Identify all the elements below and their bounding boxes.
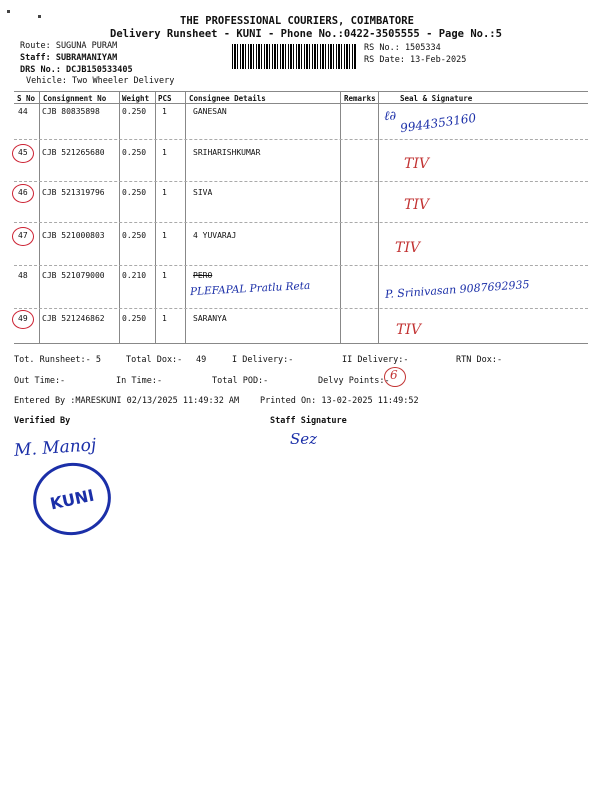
row-pcs: 1: [162, 188, 167, 197]
row-sno: 47: [18, 231, 28, 240]
total-dox-label: Total Dox:-: [126, 355, 183, 365]
stamp-text: KUNI: [48, 485, 96, 513]
verified-by-label: Verified By: [14, 416, 71, 426]
row-consignee: SARANYA: [193, 314, 227, 323]
row-weight: 0.210: [122, 271, 147, 280]
scan-dot: [38, 15, 41, 18]
row-weight: 0.250: [122, 314, 147, 323]
row-separator: [14, 139, 588, 140]
col-header-consignee: Consignee Details: [189, 94, 266, 103]
col-header-weight: Weight: [122, 94, 150, 103]
route: Route: SUGUNA PURAM: [20, 41, 118, 51]
row-consignee: PERO: [193, 271, 213, 280]
handwritten-receiver: P. Srinivasan 9087692935: [384, 277, 530, 302]
i-delivery: I Delivery:-: [232, 355, 294, 365]
col-header-seal-signature: Seal & Signature: [400, 94, 473, 103]
staff: Staff: SUBRAMANIYAM: [20, 53, 118, 63]
row-weight: 0.250: [122, 231, 147, 240]
col-divider: [378, 91, 379, 343]
col-divider: [185, 91, 186, 343]
runsheet-title: Delivery Runsheet - KUNI - Phone No.:0422-3505555 - Page No.:5: [110, 28, 502, 40]
row-consignee: GANESAN: [193, 107, 227, 116]
row-separator: [14, 181, 588, 182]
row-weight: 0.250: [122, 148, 147, 157]
rtn-dox: RTN Dox:-: [456, 355, 503, 365]
row-consignment: CJB 521246862: [42, 314, 105, 323]
scan-dot: [7, 10, 10, 13]
delivery-points: Delvy Points:-: [318, 376, 390, 386]
ii-delivery: II Delivery:-: [342, 355, 409, 365]
total-dox-value: 49: [196, 355, 207, 365]
handwritten-consignee-note: PLEFAPAL Pratlu Reta: [189, 279, 311, 299]
col-header-consignment: Consignment No: [43, 94, 107, 103]
rs-number: RS No.: 1505334: [364, 43, 441, 53]
red-initials-signature: TIV: [395, 240, 420, 256]
row-consignment: CJB 80835898: [42, 107, 100, 116]
company-name: THE PROFESSIONAL COURIERS, COIMBATORE: [180, 15, 414, 27]
row-pcs: 1: [162, 148, 167, 157]
col-header-remarks: Remarks: [344, 94, 376, 103]
row-consignment: CJB 521265680: [42, 148, 105, 157]
row-weight: 0.250: [122, 188, 147, 197]
staff-signature-label: Staff Signature: [270, 416, 347, 426]
drs-number: DRS No.: DCJB150533405: [20, 65, 133, 75]
total-pod: Total POD:-: [212, 376, 269, 386]
col-divider: [340, 91, 341, 343]
row-pcs: 1: [162, 107, 167, 116]
row-weight: 0.250: [122, 107, 147, 116]
row-sno: 48: [18, 271, 28, 280]
col-divider: [155, 91, 156, 343]
out-time: Out Time:-: [14, 376, 66, 386]
row-sno: 44: [18, 107, 28, 116]
row-consignee: SRIHARISHKUMAR: [193, 148, 261, 157]
barcode: [232, 44, 357, 69]
row-sno: 49: [18, 314, 28, 323]
row-pcs: 1: [162, 271, 167, 280]
col-header-pcs: PCS: [158, 94, 172, 103]
row-consignee: SIVA: [193, 188, 213, 197]
handwritten-phone: 9944353160: [399, 110, 477, 136]
printed-on: Printed On: 13-02-2025 11:49:52: [260, 396, 419, 406]
table-header-border: [14, 103, 588, 104]
col-divider: [39, 91, 40, 343]
kuni-stamp: [26, 456, 117, 543]
in-time: In Time:-: [116, 376, 163, 386]
row-separator: [14, 308, 588, 309]
vehicle: Vehicle: Two Wheeler Delivery: [26, 76, 175, 86]
row-sno: 45: [18, 148, 28, 157]
rs-date: RS Date: 13-Feb-2025: [364, 55, 467, 65]
row-consignment: CJB 521079000: [42, 271, 105, 280]
col-divider: [119, 91, 120, 343]
row-consignee: 4 YUVARAJ: [193, 231, 237, 240]
row-pcs: 1: [162, 314, 167, 323]
row-consignment: CJB 521000803: [42, 231, 105, 240]
total-runsheet: Tot. Runsheet:- 5: [14, 355, 101, 365]
row-pcs: 1: [162, 231, 167, 240]
handwritten-count: 6: [390, 368, 398, 382]
red-initials-signature: TIV: [404, 156, 429, 172]
entered-by: Entered By :MARESKUNI 02/13/2025 11:49:32 AM: [14, 396, 240, 406]
red-initials-signature: TIV: [396, 322, 421, 338]
table-top-border: [14, 91, 588, 92]
row-consignment: CJB 521319796: [42, 188, 105, 197]
staff-signature: Sez: [290, 430, 318, 448]
row-sno: 46: [18, 188, 28, 197]
row-separator: [14, 222, 588, 223]
handwritten-signature: ℓ∂: [384, 109, 397, 124]
red-initials-signature: TIV: [404, 197, 429, 213]
table-bottom-border: [14, 343, 588, 344]
verifier-signature: M. Manoj: [13, 435, 97, 461]
row-separator: [14, 265, 588, 266]
col-header-sno: S No: [17, 94, 36, 103]
